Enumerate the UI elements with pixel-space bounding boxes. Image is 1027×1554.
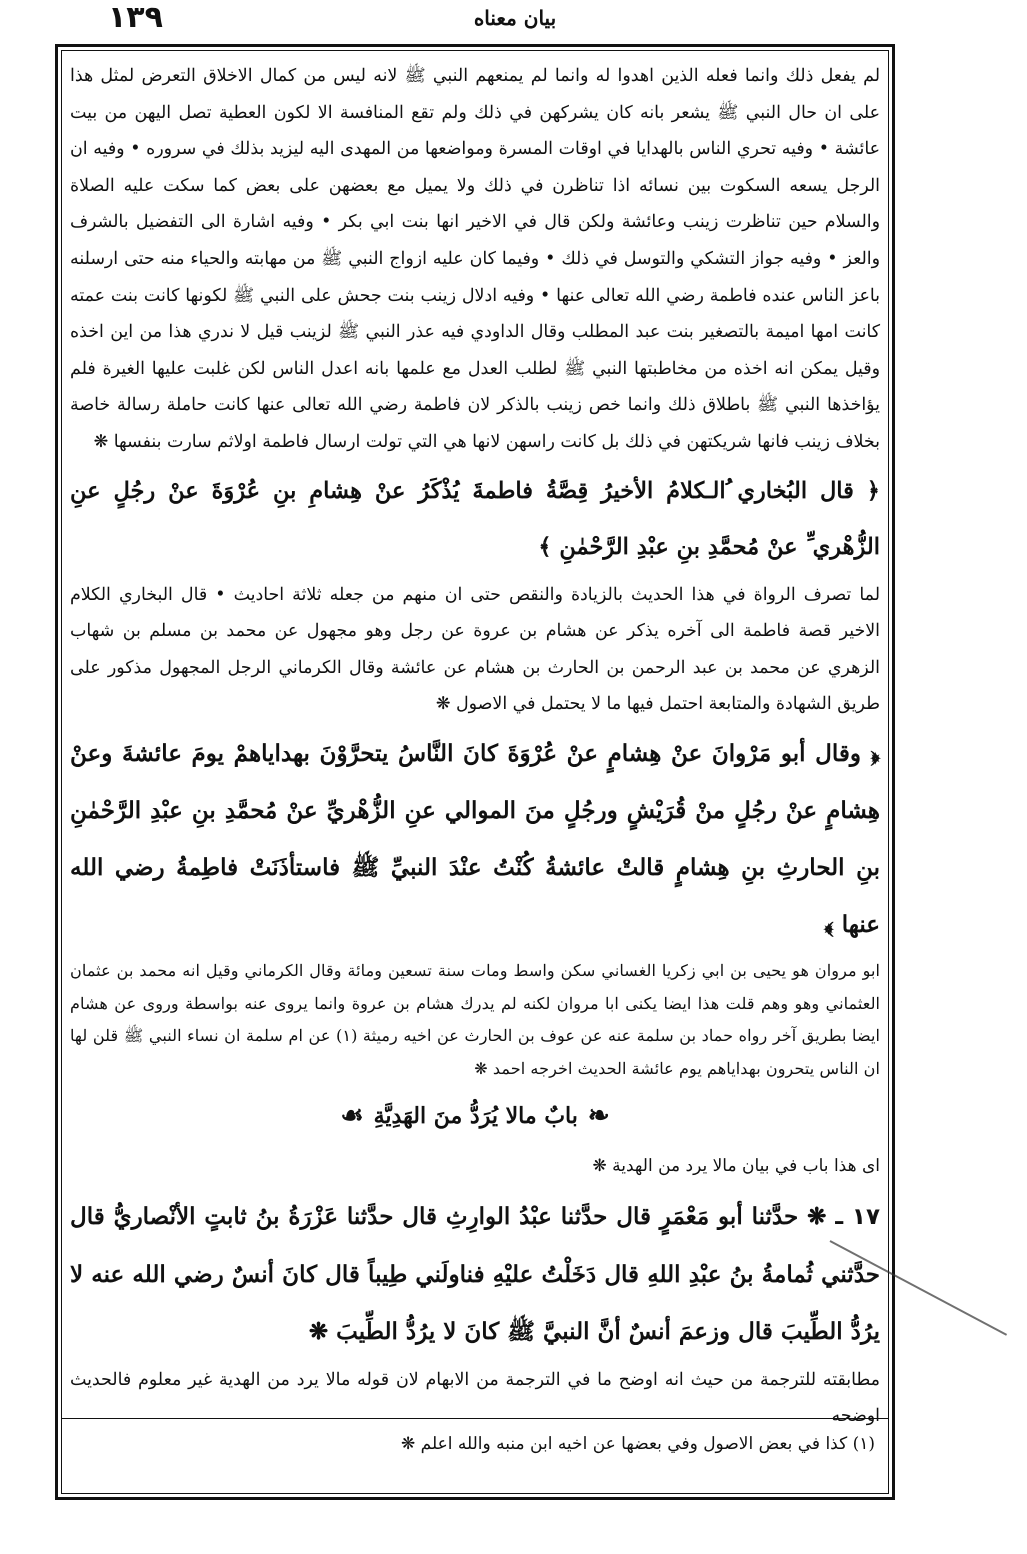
commentary-paragraph: ابو مروان هو يحيى بن ابي زكريا الغساني سكن واسط ومات سنة تسعين ومائة وقال الكرماني وقيل انه محمد بن عثمان العثماني وهو وهم قلت هذا ايضا يكنى ابا مروان لكنه لم يدرك هشام بن عروة وانما يروى عنه بواسطة وروى عن هشام ايضا بطريق آخر رواه حماد بن سلمة عنه عن عوف بن الحارث عن اخيه رميثة (١) عن ام سلمة ان نساء النبي ﷺ قلن لها ان الناس يتحرون بهداياهم يوم عائشة الحديث اخرجه احمد ❋: [70, 960, 880, 1079]
chapter-title: بابٌ مالا يُرَدُّ منَ الهَدِيَّةِ: [373, 1102, 578, 1129]
footnote-divider: [62, 1418, 888, 1419]
hadith-text: ﴿ وقال أبو مَرْوانَ عنْ هِشامٍ عنْ عُرْوَةَ كانَ النَّاسُ يتحرَّوْنَ بهداياهمْ يومَ عائشةَ وعنْ هِشامٍ عنْ رجُلٍ منْ قُرَيْشٍ ورجُلٍ منَ الموالي عنِ الزُّهْريِّ عنْ مُحمَّدِ بنِ عبْدِ الرَّحْمٰنِ بنِ الحارثِ بنِ هِشامٍ قالتْ عائشةُ كُنْتُ عنْدَ النبيِّ ﷺ فاستأذَنَتْ فاطِمةُ رضي الله عنها ﴾: [70, 739, 880, 938]
chapter-heading: [70, 1086, 880, 1146]
commentary-paragraph: مطابقته للترجمة من حيث انه اوضح ما في الترجمة من الابهام لان قوله مالا يرد من الهدية غير معلوم فالحديث اوضحه: [70, 1369, 880, 1427]
hadith-text: ❋ حدَّثنا أبو مَعْمَرٍ قال حدَّثنا عبْدُ الوارِثِ قال حدَّثنا عَزْرَةُ بنُ ثابتٍ الأنْصاريُّ قال حدَّثني ثُمامةُ بنُ عبْدِ اللهِ قال دَخَلْتُ عليْهِ فناولَني طِيباً قال كانَ أنسٌ رضي الله عنه لا يرُدُّ الطِّيبَ قال وزعمَ أنسٌ أنَّ النبيَّ ﷺ كانَ لا يرُدُّ الطِّيبَ ❋: [70, 1202, 880, 1345]
ornament-icon: ☙: [340, 1100, 364, 1131]
hadith-number: ١٧ ـ: [835, 1203, 880, 1230]
chapter-subtitle: اى هذا باب في بيان مالا يرد من الهدية ❋: [592, 1155, 880, 1176]
commentary-paragraph: لما تصرف الرواة في هذا الحديث بالزيادة والنقص حتى ان منهم من جعله ثلاثة احاديث • قال البخاري الكلام الاخير قصة فاطمة الى آخره يذكر عن هشام بن عروة عن رجل وهو مجهول عن محمد بن مسلم بن شهاب الزهري عن محمد بن عبد الرحمن بن الحارث بن هشام عن عائشة وقال الكرماني الرجل المجهول مذكور على طريق الشهادة والمتابعة احتمل فيها ما لا يحتمل في الاصول ❋: [70, 584, 880, 715]
hadith-text: ﴿ قال البُخاري ُالـكلامُ الأخيرُ قِصَّةُ فاطمةَ يُذْكَرُ عنْ هِشامِ بنِ عُرْوَةَ عنْ رجُلٍ عنِ الزُّهْري ِّ عنْ مُحمَّدِ بنِ عبْدِ الرَّحْمٰنِ ﴾: [70, 477, 880, 560]
page-number: ١٣٩: [108, 0, 163, 35]
main-text-block: [70, 58, 880, 1435]
commentary-paragraph: لم يفعل ذلك وانما فعله الذين اهدوا له وانما لم يمنعهم النبي ﷺ لانه ليس من كمال الاخلاق التعرض لمثل هذا على ان حال النبي ﷺ يشعر بانه كان يشركهن في ذلك ولم تقع المنافسة الا لكون العطية تصل اليهن من بيت عائشة • وفيه تحري الناس بالهدايا في اوقات المسرة ومواضعها من المهدى اليه ليزيد بذلك في سروره • وفيه ان الرجل يسعه السكوت بين نسائه اذا تناظرن في ذلك ولا يميل مع بعضهن على بعض كما سكت عليه الصلاة والسلام حين تناظرت زينب وعائشة ولكن قال في الاخير انها بنت ابي بكر • وفيه اشارة الى التفضيل بالشرف والعز • وفيه جواز التشكي والتوسل في ذلك • وفيما كان عليه ازواج النبي ﷺ من مهابته والحياء منه حتى ارسلنه باعز الناس عنده فاطمة رضي الله تعالى عنها • وفيه ادلال زينب بنت جحش على النبي ﷺ لكونها كانت بنت عمته كانت امها اميمة بالتصغير بنت عبد المطلب وقال الداودي فيه عذر النبي ﷺ لزينب قيل لا ندري هذا من اين اخذه وقيل يمكن انه اخذه من مخاطبتها النبي ﷺ لطلب العدل مع علمها بانه اعدل الناس لكن غلبت عليها الغيرة فلم يؤاخذها النبي ﷺ باطلاق ذلك وانما خص زينب بالذكر لان فاطمة رضي الله تعالى عنها كانت حاملة رسالة خاصة بخلاف زينب فانها شريكتهن في ذلك بل كانت راسهن لانها هي التي تولت ارسال فاطمة اولاثم سارت بنفسها ❋: [70, 66, 880, 452]
ornament-icon: ❧: [587, 1100, 610, 1131]
footnote: (١) كذا في بعض الاصول وفي بعضها عن اخيه ابن منبه والله اعلم ❋: [401, 1434, 875, 1454]
numbered-hadith: [70, 1188, 880, 1360]
running-title: بيان معناه: [473, 6, 557, 30]
